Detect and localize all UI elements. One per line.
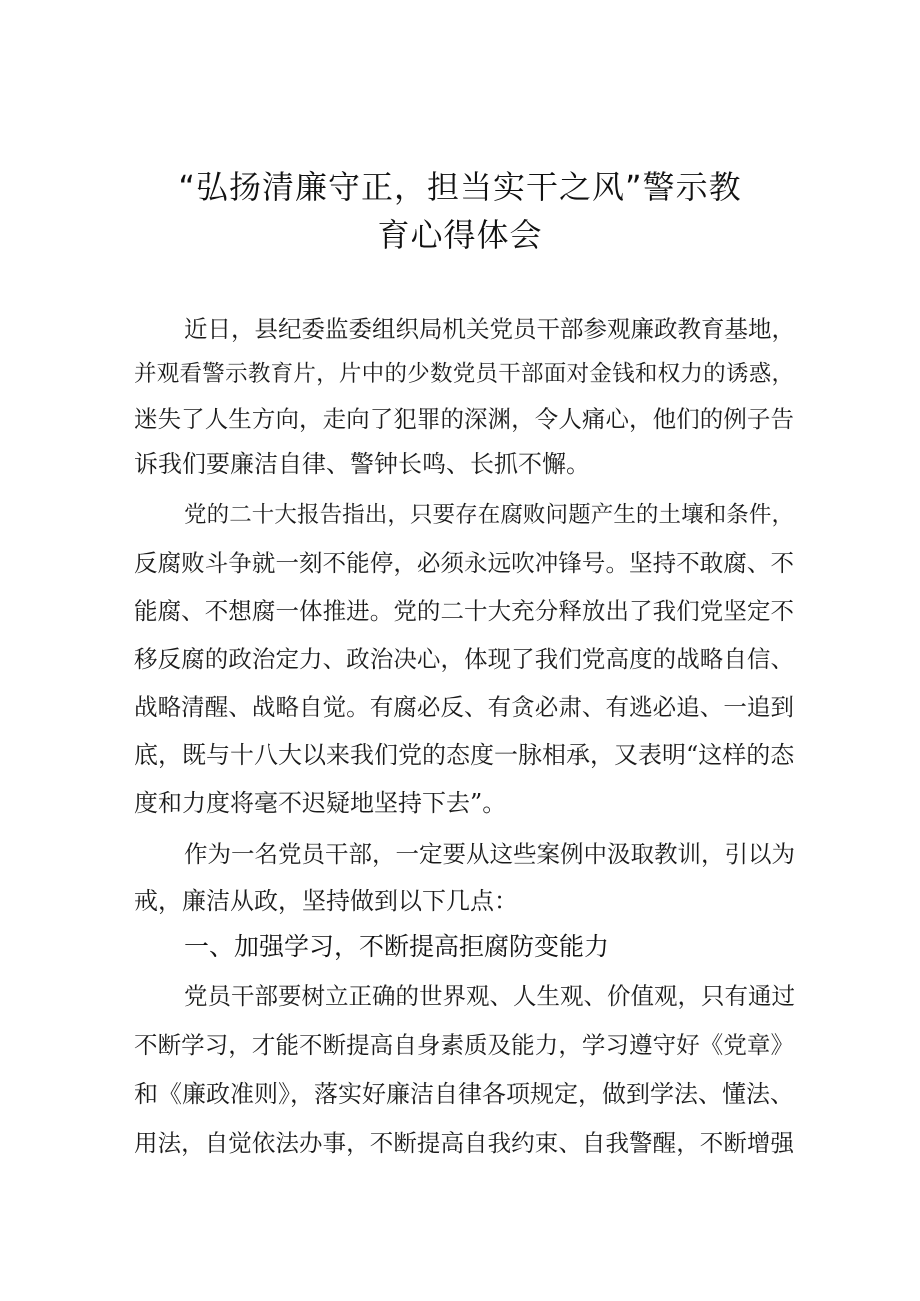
paragraph-2-line-6: 底，既与十八大以来我们党的态度一脉相承，又表明“这样的态 <box>134 741 795 769</box>
paragraph-1-line-1: 近日，县纪委监委组织局机关党员干部参观廉政教育基地， <box>184 315 795 343</box>
paragraph-4-line-3: 和《廉政准则》，落实好廉洁自律各项规定，做到学法、懂法、 <box>134 1080 794 1108</box>
paragraph-2-line-3: 能腐、不想腐一体推进。党的二十大充分释放出了我们党坚定不 <box>134 597 794 625</box>
paragraph-2-line-5: 战略清醒、战略自觉。有腐必反、有贪必肃、有逃必追、一追到 <box>134 693 794 721</box>
paragraph-1-line-4: 诉我们要廉洁自律、警钟长鸣、长抓不懈。 <box>134 450 590 478</box>
paragraph-3-line-1: 作为一名党员干部，一定要从这些案例中汲取教训，引以为 <box>184 840 795 868</box>
paragraph-1-line-2: 并观看警示教育片，片中的少数党员干部面对金钱和权力的诱惑， <box>134 361 794 387</box>
paragraph-2-line-4: 移反腐的政治定力、政治决心，体现了我们党高度的战略自信、 <box>134 645 794 673</box>
paragraph-4-line-2: 不断学习，才能不断提高自身素质及能力，学习遵守好《党章》 <box>134 1031 794 1059</box>
section-1-heading: 一、加强学习，不断提高拒腐防变能力 <box>184 932 610 961</box>
paragraph-4-line-1: 党员干部要树立正确的世界观、人生观、价值观，只有通过 <box>184 982 795 1010</box>
document-title-line-2: 育心得体会 <box>377 216 543 254</box>
paragraph-2-line-7: 度和力度将毫不迟疑地坚持下去”。 <box>134 789 507 817</box>
paragraph-1-line-3: 迷失了人生方向，走向了犯罪的深渊，令人痛心，他们的例子告 <box>134 405 794 433</box>
paragraph-2-line-2: 反腐败斗争就一刻不能停，必须永远吹冲锋号。坚持不敢腐、不 <box>134 549 794 577</box>
paragraph-2-line-1: 党的二十大报告指出，只要存在腐败问题产生的土壤和条件， <box>184 502 794 528</box>
paragraph-4-line-4: 用法，自觉依法办事，不断提高自我约束、自我警醒，不断增强 <box>134 1129 794 1157</box>
paragraph-3-line-2: 戒，廉洁从政，坚持做到以下几点： <box>134 887 518 915</box>
document-title-line-1: “弘扬清廉守正，担当实干之风”警示教 <box>178 168 742 206</box>
